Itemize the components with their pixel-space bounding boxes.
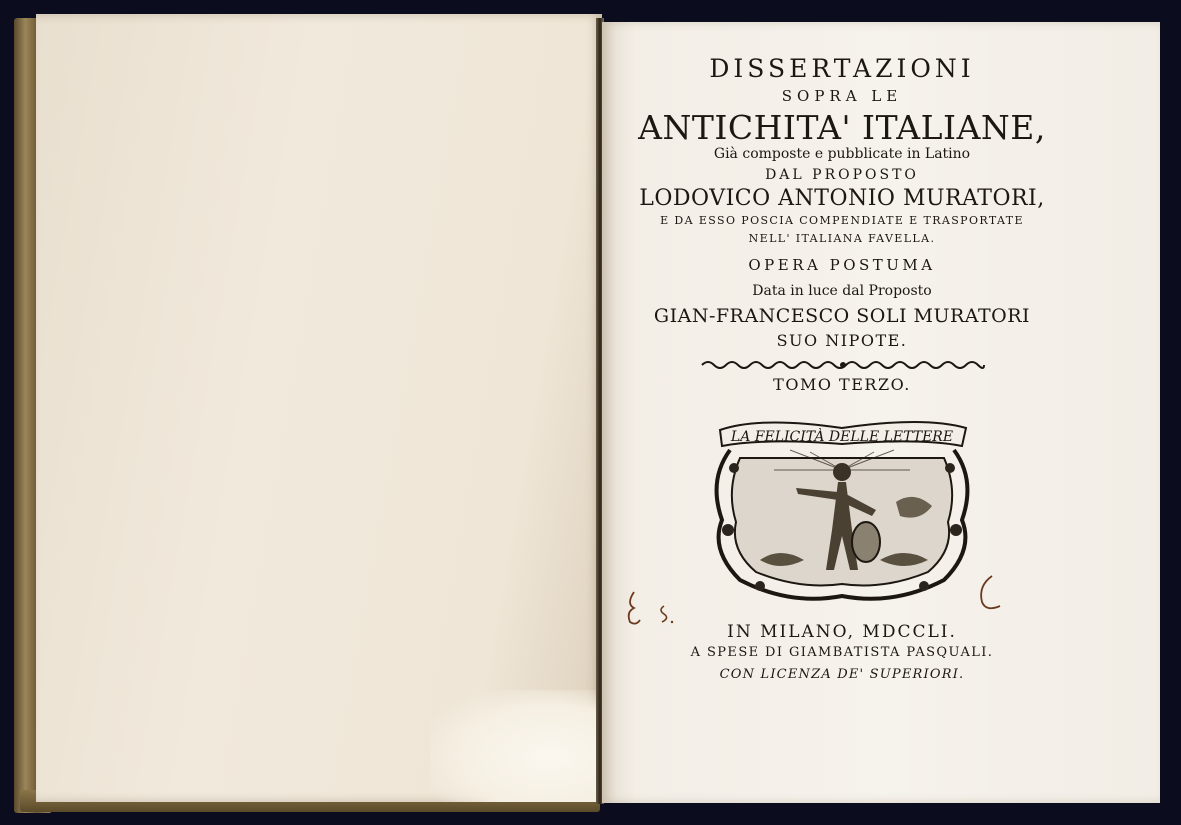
imprint-publisher: A SPESE DI GIAMBATISTA PASQUALI. [690,645,994,660]
handwritten-mark-left [620,586,680,626]
imprint-license: CON LICENZA DE' SUPERIORI. [719,667,965,682]
data-in-luce: Data in luce dal Proposto [752,283,932,299]
favella-line: NELL' ITALIANA FAVELLA. [748,232,936,245]
opera-postuma: OPERA POSTUMA [748,256,936,274]
imprint-place: IN MILANO, MDCCLI. [727,622,957,642]
title-line-antichita: ANTICHITA' ITALIANE, [638,108,1046,147]
title-line-dissertazioni: DISSERTAZIONI [709,54,975,83]
dal-proposto: DAL PROPOSTO [765,167,919,183]
editor-name: GIAN-FRANCESCO SOLI MURATORI [653,305,1031,327]
compendiate-line: E DA ESSO POSCIA COMPENDIATE E TRASPORTATE [660,214,1024,227]
ornamental-rule [698,359,988,371]
water-stain [430,690,600,802]
blank-endpaper-page [36,14,602,802]
engraved-vignette [700,410,984,608]
volume-label: TOMO TERZO. [773,375,911,394]
suo-nipote: SUO NIPOTE. [776,331,908,350]
subtitle-latino: Già composte e pubblicate in Latino [713,146,971,162]
author-name: LODOVICO ANTONIO MURATORI, [639,186,1045,211]
title-line-sopra-le: SOPRA LE [781,87,903,105]
vignette-motto: LA FELICITÀ DELLE LETTERE [730,429,954,445]
handwritten-mark-right [970,572,1010,614]
